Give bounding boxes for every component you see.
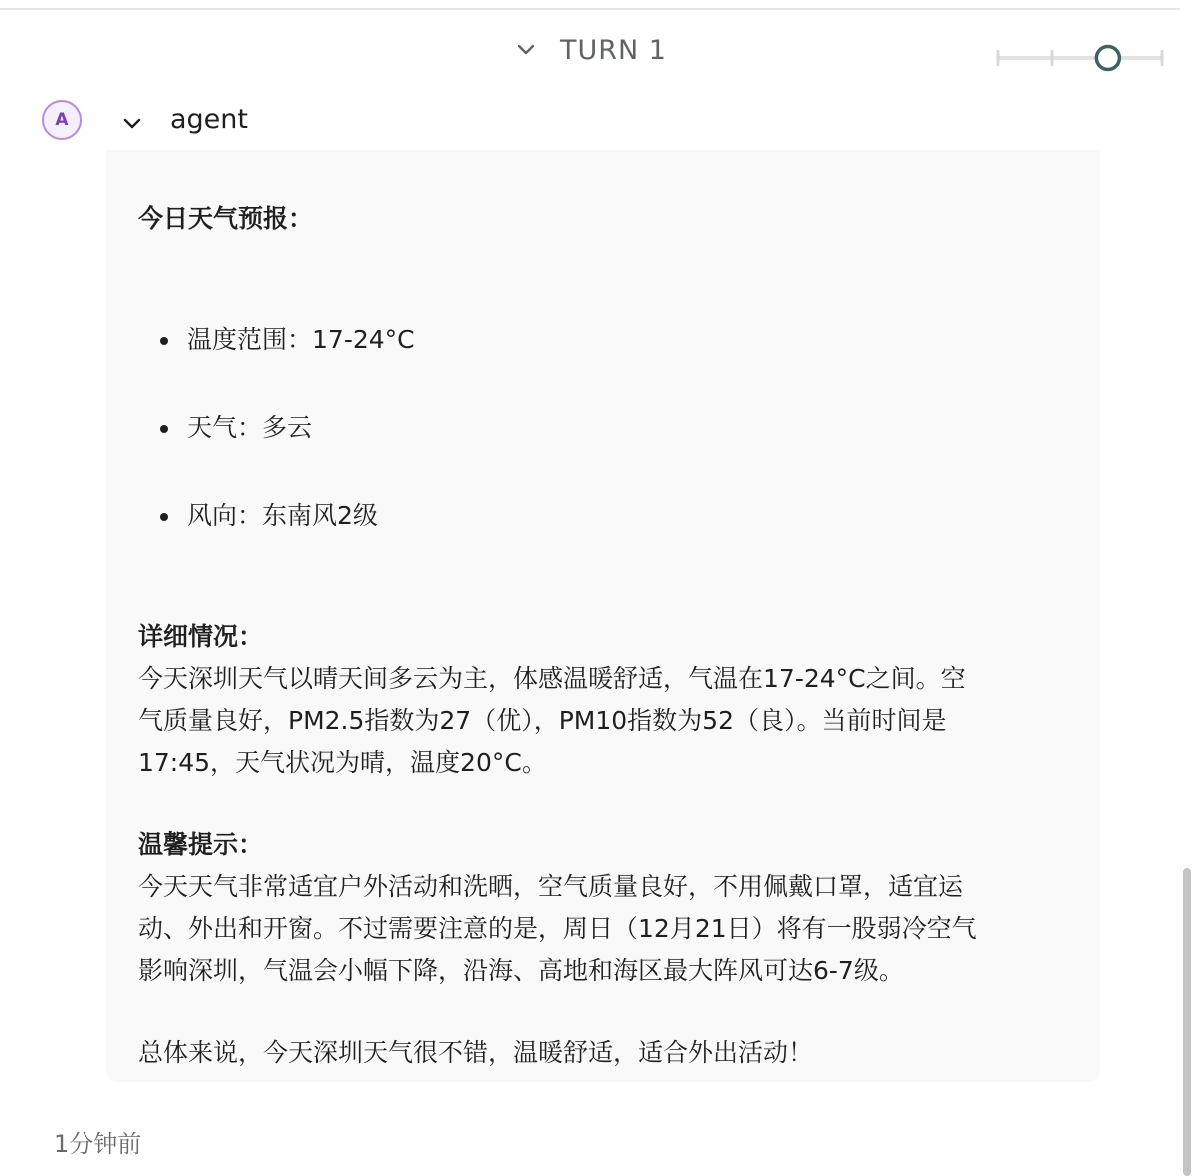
bullet-icon bbox=[160, 337, 168, 345]
details-line: 今天深圳天气以晴天间多云为主，体感温暖舒适，气温在17-24°C之间。空 bbox=[138, 664, 966, 693]
summary-text: 总体来说，今天深圳天气很不错，温暖舒适，适合外出活动！ bbox=[138, 1038, 814, 1067]
details-line: 17:45，天气状况为晴，温度20°C。 bbox=[138, 748, 547, 777]
tips-line: 动、外出和开窗。不过需要注意的是，周日（12月21日）将有一股弱冷空气 bbox=[138, 914, 977, 943]
tips-heading: 温馨提示： bbox=[138, 830, 264, 859]
bullet-icon bbox=[160, 425, 168, 433]
scrollbar[interactable] bbox=[1183, 868, 1191, 1176]
turn-header[interactable] bbox=[512, 30, 667, 70]
timestamp: 1分钟前 bbox=[54, 1130, 142, 1158]
agent-collapse-toggle[interactable] bbox=[116, 108, 148, 140]
bullet-label: 温度范围： bbox=[187, 325, 313, 354]
details-heading: 详细情况： bbox=[138, 622, 264, 651]
tips-line: 影响深圳，气温会小幅下降，沿海、高地和海区最大阵风可达6-7级。 bbox=[138, 956, 904, 985]
bullet-label: 风向： bbox=[187, 501, 263, 530]
list-item bbox=[160, 496, 378, 536]
bullet-value: 多云 bbox=[262, 413, 313, 442]
bullet-value: 东南风2级 bbox=[262, 501, 378, 530]
bullet-label: 天气： bbox=[187, 413, 263, 442]
slider-knob[interactable] bbox=[1096, 47, 1119, 70]
agent-name: agent bbox=[170, 104, 248, 135]
bullet-value: 17-24°C bbox=[312, 325, 415, 354]
forecast-heading: 今日天气预报： bbox=[138, 204, 314, 233]
avatar: A bbox=[42, 100, 82, 140]
list-item bbox=[160, 408, 312, 448]
chevron-down-icon[interactable] bbox=[512, 36, 540, 64]
turn-label: TURN 1 bbox=[560, 34, 667, 66]
bullet-icon bbox=[160, 513, 168, 521]
list-item bbox=[160, 320, 415, 360]
details-line: 气质量良好，PM2.5指数为27（优），PM10指数为52（良）。当前时间是 bbox=[138, 706, 947, 735]
tips-line: 今天天气非常适宜户外活动和洗晒，空气质量良好，不用佩戴口罩，适宜运 bbox=[138, 872, 964, 901]
top-divider bbox=[0, 8, 1180, 10]
turn-slider[interactable] bbox=[994, 40, 1166, 74]
chevron-down-icon[interactable] bbox=[120, 112, 144, 136]
